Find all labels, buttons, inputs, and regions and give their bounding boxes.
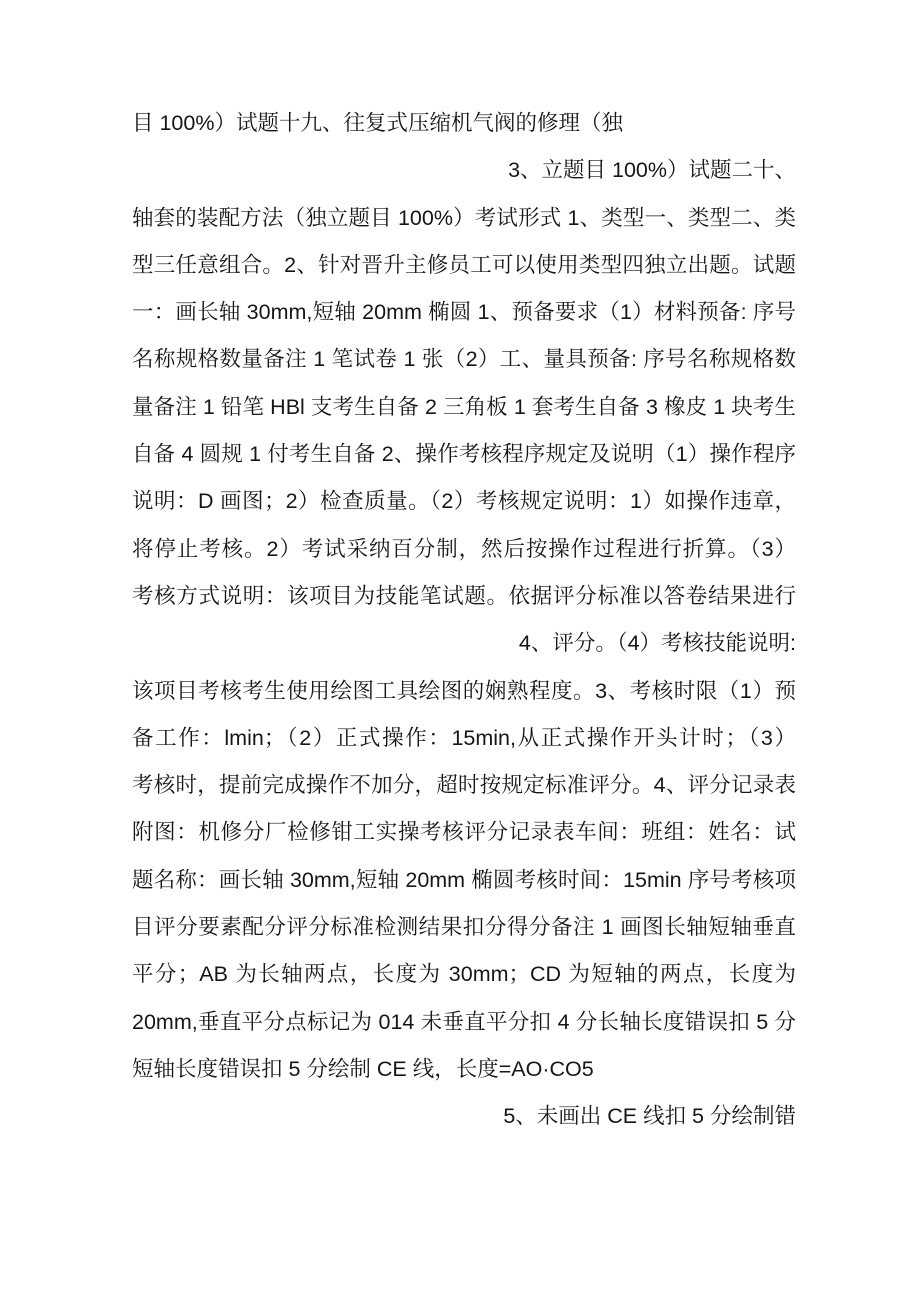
text-line: 目评分要素配分评分标准检测结果扣分得分备注 1 画图长轴短轴垂直 [132,915,796,940]
text-line: 考核方式说明：该项目为技能笔试题。依据评分标准以答卷结果进行 [132,583,796,608]
text-line: 5、未画出 CE 线扣 5 分绘制错 [503,1104,796,1129]
text-line: 一：画长轴 30mm,短轴 20mm 椭圆 1、预备要求（1）材料预备: 序号 [132,300,796,325]
text-line: 量备注 1 铅笔 HBl 支考生自备 2 三角板 1 套考生自备 3 橡皮 1 块考生 [132,394,796,419]
text-line: 平分；AB 为长轴两点，长度为 30mm；CD 为短轴的两点，长度为 [132,962,796,987]
text-line: 考核时，提前完成操作不加分，超时按规定标准评分。4、评分记录表 [132,773,796,798]
text-line: 说明：D 画图；2）检查质量。（2）考核规定说明：1）如操作违章， [132,489,796,514]
text-line: 轴套的装配方法（独立题目 100%）考试形式 1、类型一、类型二、类 [132,205,796,230]
text-line: 名称规格数量备注 1 笔试卷 1 张（2）工、量具预备: 序号名称规格数 [132,347,796,372]
text-line: 3、立题目 100%）试题二十、 [508,158,796,183]
text-line: 20mm,垂直平分点标记为 014 未垂直平分扣 4 分长轴长度错误扣 5 分 [132,1009,796,1034]
text-line: 该项目考核考生使用绘图工具绘图的娴熟程度。3、考核时限（1）预 [132,678,796,703]
text-line: 自备 4 圆规 1 付考生自备 2、操作考核程序规定及说明（1）操作程序 [132,442,796,467]
text-line: 将停止考核。2）考试采纳百分制，然后按操作过程进行折算。（3） [132,536,796,561]
text-line: 附图：机修分厂检修钳工实操考核评分记录表车间：班组：姓名：试 [132,820,796,845]
text-line: 短轴长度错误扣 5 分绘制 CE 线，长度=AO·CO5 [132,1056,594,1081]
text-line: 题名称：画长轴 30mm,短轴 20mm 椭圆考核时间：15min 序号考核项 [132,867,796,892]
text-line: 型三任意组合。2、针对晋升主修员工可以使用类型四独立出题。试题 [132,252,796,277]
text-line: 备工作：lmin；（2）正式操作：15min,从正式操作开头计时；（3） [132,725,796,750]
text-line: 4、评分。（4）考核技能说明: [518,631,796,656]
text-line: 目 100%）试题十九、往复式压缩机气阀的修理（独 [132,111,623,135]
